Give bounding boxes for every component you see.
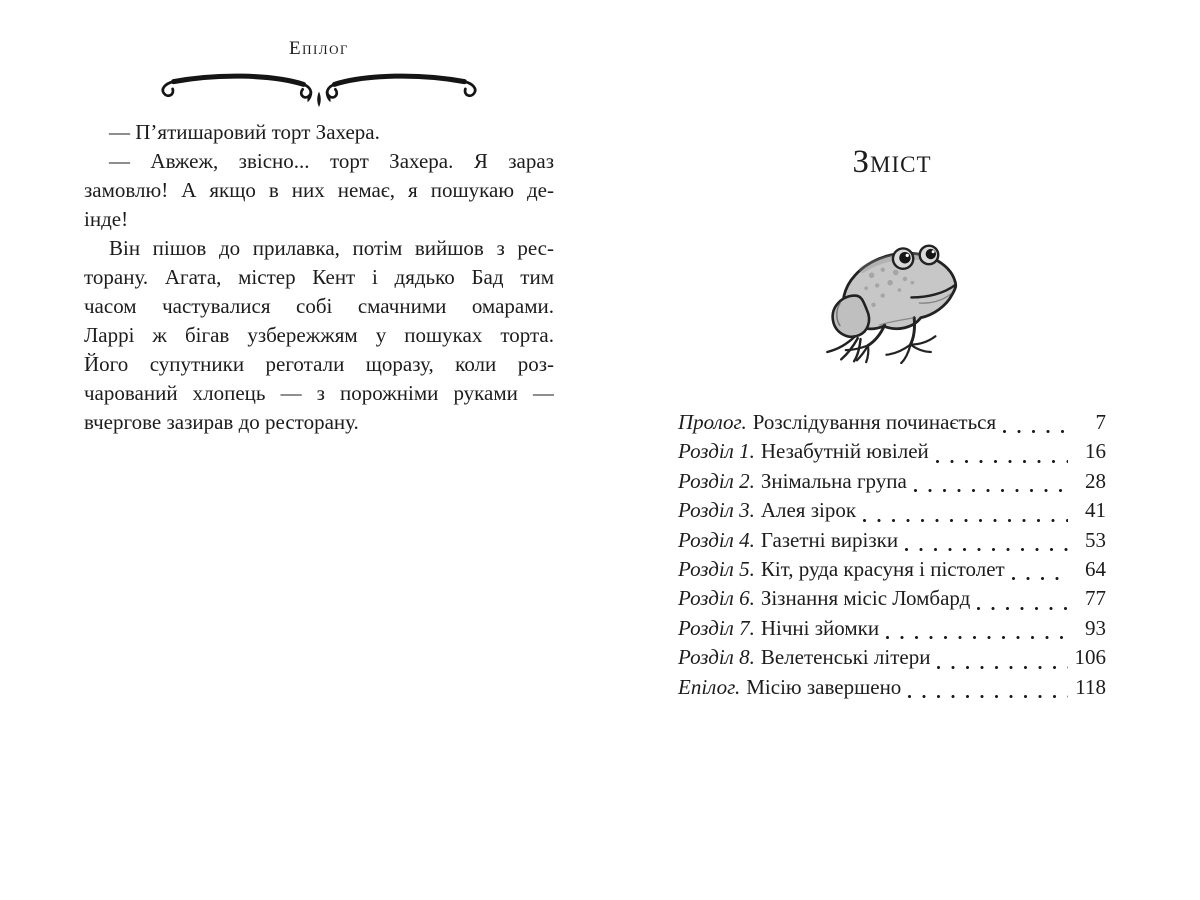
toc-dot-leader [908, 695, 1068, 698]
toc-entry-title: Алея зірок [760, 498, 857, 523]
toc-dot-leader [937, 666, 1068, 669]
body-text-line: — П’ятишаровий торт Захера. [109, 120, 380, 144]
toc-entry [678, 616, 1106, 645]
toc-entry-label: Розділ 2. [678, 468, 755, 493]
frog-illustration [816, 242, 968, 364]
body-text-line: інде! [84, 207, 129, 231]
toc-dot-leader [863, 519, 1068, 522]
body-text-line: Він пішов до прилавка, потім вийшов з рес- [109, 236, 554, 260]
toc-entry-label: Пролог. [678, 410, 747, 434]
toc-entry-label: Розділ 7. [678, 615, 755, 640]
toc-entry [678, 410, 1106, 439]
contents-page [678, 142, 1106, 704]
toc-entry [678, 675, 1106, 704]
toc-entry [678, 586, 1106, 615]
chapter-body [84, 118, 554, 437]
contents-title: Зміст [852, 144, 932, 180]
toc-page-number: 106 [1074, 645, 1106, 670]
toc-page-number: 118 [1075, 674, 1106, 699]
toc-page-number: 7 [1095, 410, 1106, 434]
toc-page-number: 28 [1085, 468, 1106, 493]
toc-page-number: 64 [1085, 556, 1106, 581]
toc-dot-leader [1012, 577, 1068, 580]
toc-entry-label: Розділ 6. [678, 586, 755, 611]
toc-dot-leader [914, 489, 1068, 492]
toc-dot-leader [1003, 430, 1068, 433]
toc-entry [678, 645, 1106, 674]
toc-entry-label: Розділ 3. [678, 498, 755, 523]
body-text-line: Його супутники реготали щоразу, коли роз- [84, 352, 554, 376]
toc-entry-label: Розділ 1. [678, 439, 755, 464]
toc-entry-title: Велетенські літери [760, 645, 931, 670]
toc-entry-label: Розділ 4. [678, 527, 755, 552]
toc-entry-title: Незабутній ювілей [760, 439, 929, 464]
toc-dot-leader [977, 607, 1068, 610]
chapter-header: Епілог [288, 38, 350, 59]
flourish-divider-icon [141, 68, 497, 108]
toc-entry-title: Газетні вирізки [760, 527, 899, 552]
toc-dot-leader [905, 548, 1068, 551]
toc-page-number: 16 [1085, 439, 1106, 464]
toc-entry [678, 439, 1106, 468]
table-of-contents [678, 410, 1106, 704]
toc-entry-title: Місію завершено [746, 674, 902, 699]
toc-page-number: 93 [1085, 615, 1106, 640]
toc-entry-label: Розділ 8. [678, 645, 755, 670]
toc-entry-title: Нічні зйомки [760, 615, 880, 640]
toc-page-number: 41 [1085, 498, 1106, 523]
toc-dot-leader [936, 460, 1068, 463]
toc-entry [678, 528, 1106, 557]
toc-entry-title: Зізнання місіс Ломбард [760, 586, 971, 611]
toc-entry [678, 498, 1106, 527]
toc-entry-title: Знімальна група [760, 468, 907, 493]
body-text-line: Ларрі ж бігав узбережжям у пошуках торта. [84, 323, 554, 347]
toc-entry-label: Розділ 5. [678, 556, 755, 581]
toc-entry-title: Кіт, руда красуня і пістолет [760, 556, 1005, 581]
left-page [84, 36, 554, 437]
toc-page-number: 53 [1085, 527, 1106, 552]
toc-entry [678, 469, 1106, 498]
body-text-line: вчергове зазирав до ресторану. [84, 410, 359, 434]
toc-entry-title: Розслідування починається [752, 410, 997, 434]
body-text-line: часом частувалися собі смачними омарами. [84, 294, 554, 318]
body-text-line: замовлю! А якщо в них немає, я пошукаю де- [84, 178, 554, 202]
toc-dot-leader [886, 636, 1068, 639]
toc-entry [678, 557, 1106, 586]
toc-entry-label: Епілог. [678, 674, 741, 699]
body-text-line: торану. Агата, містер Кент і дядько Бад тим [84, 265, 554, 289]
toc-page-number: 77 [1085, 586, 1106, 611]
body-text-line: чарований хлопець — з порожніми руками — [84, 381, 554, 405]
body-text-line: — Авжеж, звісно... торт Захера. Я зараз [109, 149, 554, 173]
